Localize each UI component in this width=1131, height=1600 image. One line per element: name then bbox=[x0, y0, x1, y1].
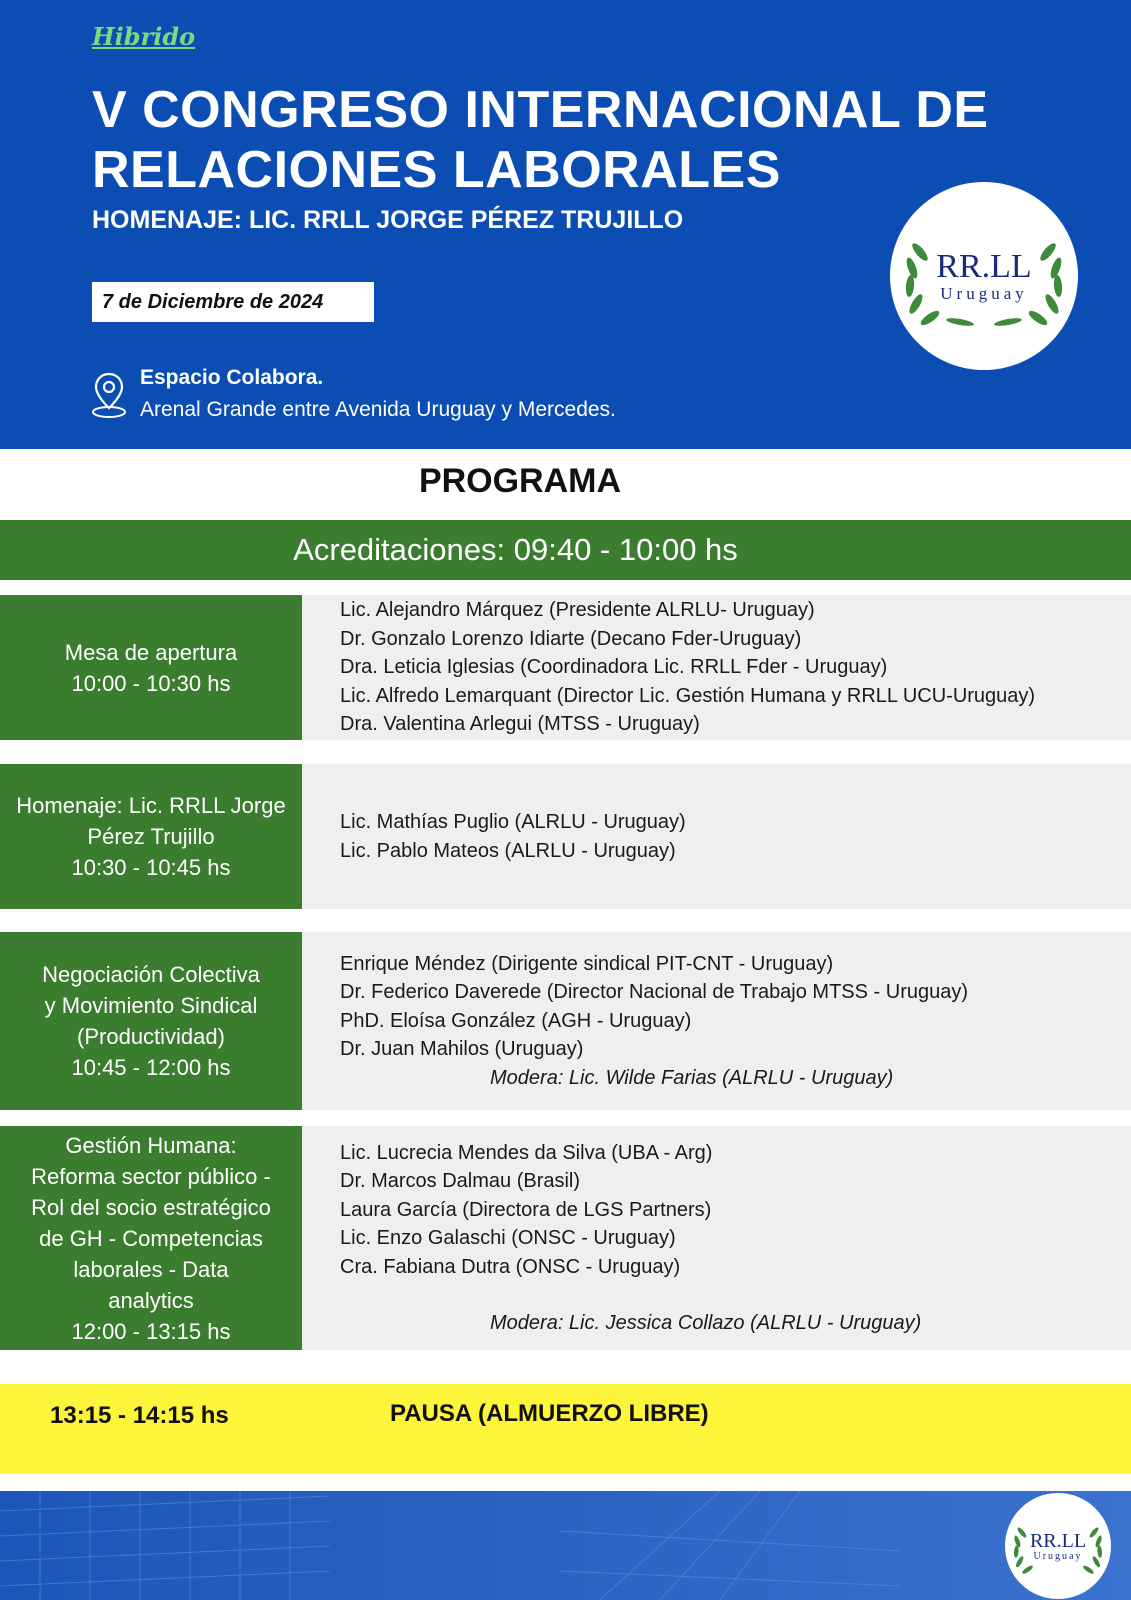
session-time: 10:45 - 12:00 hs bbox=[71, 1055, 231, 1080]
location-name: Espacio Colabora. bbox=[140, 366, 324, 389]
speaker: Lic. Alejandro Márquez (Presidente ALRLU- Uruguay) bbox=[340, 599, 815, 622]
rrll-logo bbox=[890, 182, 1078, 370]
logo-main-text: RR.LL bbox=[936, 248, 1032, 285]
title-line-1: V CONGRESO INTERNACIONAL DE bbox=[92, 81, 989, 139]
location-address: Arenal Grande entre Avenida Uruguay y Mercedes. bbox=[140, 398, 616, 421]
speaker: Cra. Fabiana Dutra (ONSC - Uruguay) bbox=[340, 1255, 681, 1278]
session-title-line: de GH - Competencias bbox=[39, 1225, 263, 1251]
session-title-line: Mesa de apertura bbox=[64, 639, 238, 665]
speaker: Dra. Leticia Iglesias (Coordinadora Lic. RRLL Fder - Uruguay) bbox=[340, 656, 888, 679]
session-title-line: (Productividad) bbox=[77, 1024, 225, 1049]
session-title-line: Rol del socio estratégico bbox=[31, 1194, 271, 1220]
moderator: Modera: Lic. Wilde Farias (ALRLU - Uruguay) bbox=[490, 1066, 894, 1089]
session-title-line: Pérez Trujillo bbox=[87, 824, 215, 849]
event-subtitle: HOMENAJE: LIC. RRLL JORGE PÉREZ TRUJILLO bbox=[92, 206, 684, 234]
session-title-cell bbox=[0, 764, 302, 909]
session-title-cell bbox=[0, 932, 302, 1110]
speaker: Enrique Méndez (Dirigente sindical PIT-CNT - Uruguay) bbox=[340, 952, 834, 975]
footer-banner bbox=[0, 1491, 1131, 1600]
session-row bbox=[0, 932, 1131, 1110]
session-row bbox=[0, 764, 1131, 909]
session-speakers-cell bbox=[302, 932, 1131, 1110]
speaker: Lic. Enzo Galaschi (ONSC - Uruguay) bbox=[340, 1227, 676, 1249]
session-title-line: laborales - Data bbox=[73, 1256, 229, 1282]
speaker: Lic. Lucrecia Mendes da Silva (UBA - Arg) bbox=[340, 1141, 713, 1164]
accreditation-bar: Acreditaciones: 09:40 - 10:00 hs bbox=[0, 520, 1131, 580]
pause-label: PAUSA (ALMUERZO LIBRE) bbox=[390, 1400, 709, 1427]
session-title-line: Reforma sector público - bbox=[31, 1163, 271, 1189]
session-time: 10:30 - 10:45 hs bbox=[71, 855, 231, 880]
speaker: Dr. Marcos Dalmau (Brasil) bbox=[340, 1170, 581, 1192]
session-title-line: Gestión Humana: bbox=[65, 1132, 237, 1158]
moderator: Modera: Lic. Jessica Collazo (ALRLU - Uruguay) bbox=[490, 1312, 922, 1334]
event-date: 7 de Diciembre de 2024 bbox=[92, 282, 374, 322]
session-speakers-cell bbox=[302, 1126, 1131, 1350]
speaker: Lic. Pablo Mateos (ALRLU - Uruguay) bbox=[340, 839, 676, 862]
logo-main-text: RR.LL bbox=[1029, 1529, 1087, 1552]
logo-sub-text: Uruguay bbox=[940, 284, 1028, 303]
pause-time: 13:15 - 14:15 hs bbox=[50, 1402, 229, 1429]
speaker: Dr. Juan Mahilos (Uruguay) bbox=[340, 1038, 584, 1061]
session-row bbox=[0, 595, 1131, 740]
speaker: Lic. Mathías Puglio (ALRLU - Uruguay) bbox=[340, 811, 686, 833]
speaker: Dra. Valentina Arlegui (MTSS - Uruguay) bbox=[340, 713, 700, 736]
speaker: Lic. Alfredo Lemarquant (Director Lic. Gestión Humana y RRLL UCU-Uruguay) bbox=[340, 684, 1036, 707]
title-line-2: RELACIONES LABORALES bbox=[92, 141, 781, 199]
session-time: 10:00 - 10:30 hs bbox=[71, 670, 231, 696]
hybrid-badge[interactable]: Hibrido bbox=[92, 22, 196, 51]
session-speakers-cell bbox=[302, 595, 1131, 740]
header-banner bbox=[0, 0, 1131, 449]
session-title-cell bbox=[0, 1126, 302, 1350]
session-speakers-cell bbox=[302, 764, 1131, 909]
lunch-break-bar bbox=[0, 1384, 1131, 1474]
session-title-line: analytics bbox=[108, 1287, 194, 1313]
footer-logo bbox=[1005, 1493, 1111, 1599]
program-heading: PROGRAMA bbox=[418, 462, 622, 500]
speaker: Dr. Federico Daverede (Director Nacional de Trabajo MTSS - Uruguay) bbox=[340, 981, 969, 1004]
session-title-line: Homenaje: Lic. RRLL Jorge bbox=[16, 793, 286, 818]
speaker: Dr. Gonzalo Lorenzo Idiarte (Decano Fder-Uruguay) bbox=[340, 627, 802, 650]
session-row bbox=[0, 1126, 1131, 1350]
session-time: 12:00 - 13:15 hs bbox=[71, 1318, 231, 1344]
building-pattern-image bbox=[0, 1491, 1131, 1600]
session-title-line: y Movimiento Sindical bbox=[44, 993, 258, 1018]
session-title-cell bbox=[0, 595, 302, 740]
speaker: Laura García (Directora de LGS Partners) bbox=[340, 1198, 712, 1221]
session-title-line: Negociación Colectiva bbox=[42, 962, 260, 987]
speaker: PhD. Eloísa González (AGH - Uruguay) bbox=[340, 1009, 692, 1032]
logo-sub-text: Uruguay bbox=[1033, 1550, 1083, 1562]
map-pin-icon bbox=[90, 370, 128, 420]
